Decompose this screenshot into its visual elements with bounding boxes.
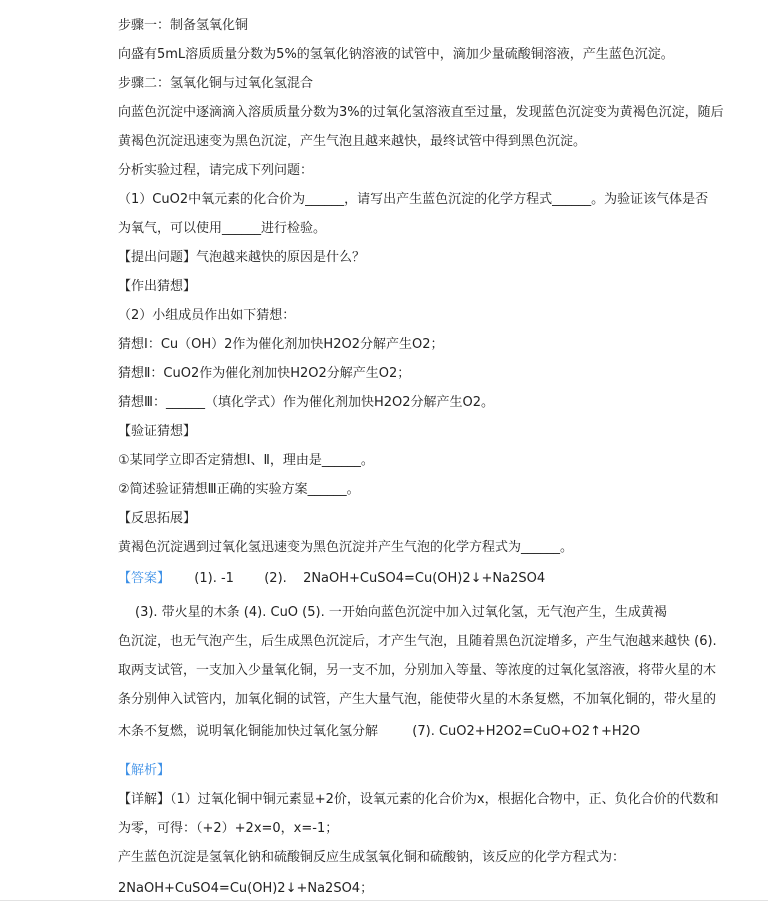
answer-line-1 [118, 570, 733, 588]
question-1-line-2: 为氧气，可以使用______进行检验。 [118, 221, 327, 236]
verify-item-2: ②简述验证猜想Ⅲ正确的实验方案______。 [118, 482, 360, 497]
answer-7-equation: (7). CuO2+H2O2=CuO+O2↑+H2O [412, 724, 641, 739]
answer-2-equation: 2NaOH+CuSO4=Cu(OH)2↓+Na2SO4 [303, 571, 546, 586]
answer-tag: 【答案】 [118, 571, 171, 586]
hypothesis-2: 猜想Ⅱ：CuO2作为催化剂加快H2O2分解产生O2； [118, 366, 411, 381]
text-line-step2-body-1: 向蓝色沉淀中逐滴滴入溶质质量分数为3%的过氧化氢溶液直至过量，发现蓝色沉淀变为黄褐色沉淀，随后 [118, 105, 724, 120]
answer-2-label: (2). [264, 571, 287, 586]
analysis-line-1: 【详解】（1）过氧化铜中铜元素显+2价，设氧元素的化合价为x，根据化合物中，正、负化合价的代数和 [118, 792, 719, 807]
analysis-equation: 2NaOH+CuSO4=Cu(OH)2↓+Na2SO4； [118, 881, 374, 896]
text-line-step2-title: 步骤二：氢氧化铜与过氧化氢混合 [118, 76, 314, 91]
section-verify: 【验证猜想】 [118, 424, 197, 439]
page-bottom-divider [0, 900, 768, 901]
answer-line-4: 取两支试管，一支加入少量氧化铜，另一支不加，分别加入等量、等浓度的过氧化氢溶液，将带火星的木 [118, 663, 717, 678]
answer-1: (1). -1 [194, 571, 234, 586]
verify-item-1: ①某同学立即否定猜想Ⅰ、Ⅱ，理由是______。 [118, 453, 374, 468]
analysis-line-2: 为零，可得：（+2）+2x=0，x=-1； [118, 821, 339, 836]
answer-line-5: 条分别伸入试管内，加氧化铜的试管，产生大量气泡，能使带火星的木条复燃，不加氧化铜的，带火星的 [118, 692, 717, 707]
question-2-intro: （2）小组成员作出如下猜想： [118, 308, 296, 323]
reflection-question: 黄褐色沉淀遇到过氧化氢迅速变为黑色沉淀并产生气泡的化学方程式为______。 [118, 540, 574, 555]
question-1-line-1: （1）CuO2中氧元素的化合价为______，请写出产生蓝色沉淀的化学方程式______。为验证该气体是否 [118, 192, 709, 207]
section-raise-question: 【提出问题】气泡越来越快的原因是什么？ [118, 250, 366, 265]
section-reflection: 【反思拓展】 [118, 511, 197, 526]
answer-line-6 [118, 723, 733, 741]
answer-line-3: 色沉淀，也无气泡产生，后生成黑色沉淀后，才产生气泡，且随着黑色沉淀增多，产生气泡越来越快 (6). [118, 634, 717, 649]
section-hypothesis: 【作出猜想】 [118, 279, 197, 294]
text-line-step1-body: 向盛有5mL溶质质量分数为5%的氢氧化钠溶液的试管中，滴加少量硫酸铜溶液，产生蓝色沉淀。 [118, 47, 674, 62]
text-line-step2-body-2: 黄褐色沉淀迅速变为黑色沉淀，产生气泡且越来越快，最终试管中得到黑色沉淀。 [118, 134, 587, 149]
text-line-instruction: 分析实验过程，请完成下列问题： [118, 163, 314, 178]
answer-6-text: 木条不复燃，说明氧化铜能加快过氧化氢分解 [118, 724, 379, 739]
analysis-line-3: 产生蓝色沉淀是氢氧化钠和硫酸铜反应生成氢氧化铜和硫酸钠，该反应的化学方程式为： [118, 850, 626, 865]
hypothesis-1: 猜想Ⅰ：Cu（OH）2作为催化剂加快H2O2分解产生O2； [118, 337, 444, 352]
analysis-tag: 【解析】 [118, 763, 171, 778]
answer-line-2: (3). 带火星的木条 (4). CuO (5). 一开始向蓝色沉淀中加入过氧化氢，无气泡产生，生成黄褐 [135, 605, 667, 620]
text-line-step1-title: 步骤一：制备氢氧化铜 [118, 18, 249, 33]
hypothesis-3: 猜想Ⅲ：______（填化学式）作为催化剂加快H2O2分解产生O2。 [118, 395, 495, 410]
